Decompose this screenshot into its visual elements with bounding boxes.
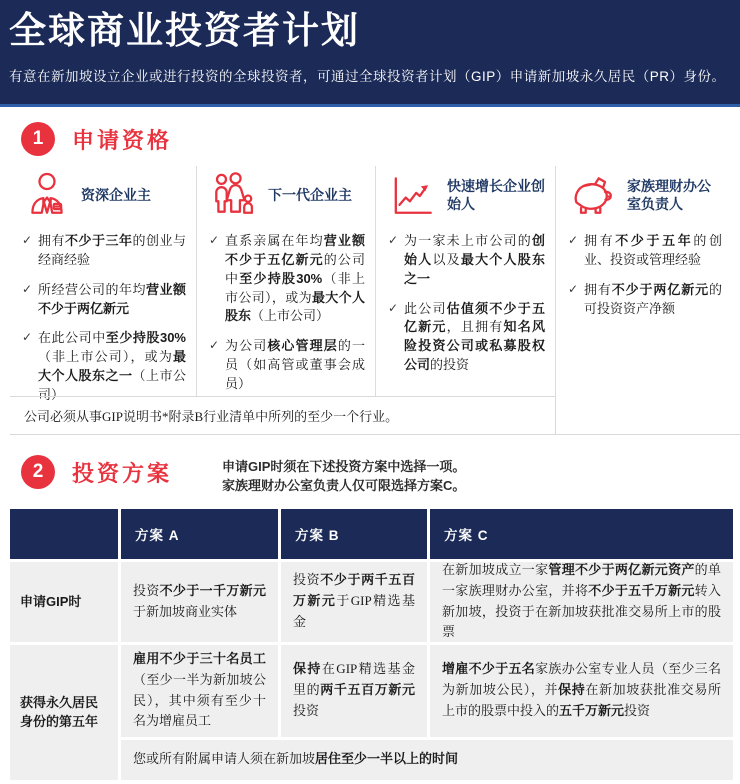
- intro-line-1: 申请GIP时须在下述投资方案中选择一项。: [222, 459, 466, 474]
- checkmark-icon: ✓: [209, 233, 220, 247]
- checkmark-icon: ✓: [22, 233, 33, 247]
- eligibility-column-next-generation: [197, 166, 376, 396]
- table-corner-cell: [10, 509, 118, 559]
- businessman-icon: [22, 170, 72, 220]
- table-cell-r2-plan-b: 保持在GIP精选基金里的两千五百万新元投资: [281, 645, 427, 737]
- bullet-text: 在此公司中至少持股30%（非上市公司），或为最大个人股东之一（上市公司）: [38, 330, 186, 402]
- investment-plans-table: [10, 509, 730, 780]
- table-header-plan-a: 方案 A: [121, 509, 278, 559]
- row-label-fifth-year: 获得永久居民身份的第五年: [10, 645, 118, 780]
- checkmark-icon: ✓: [388, 300, 399, 315]
- eligibility-columns: [10, 166, 740, 402]
- bullet-text: 直系亲属在年均营业额不少于五亿新元的公司中至少持股30%（非上市公司），或为最大个人股东（上市公司）: [225, 233, 365, 324]
- page-subtitle: 有意在新加坡设立企业或进行投资的全球投资者，可通过全球投资者计划（GIP）申请新加坡永久居民（PR）身份。: [9, 69, 726, 85]
- list-item: [209, 232, 365, 326]
- table-cell-r2-plan-a: 雇用不少于三十名员工（至少一半为新加坡公民），其中须有至少十名为增雇员工: [121, 645, 278, 737]
- section-1-title: 申请资格: [72, 127, 173, 153]
- piggy-bank-icon: [568, 170, 618, 220]
- residency-requirement-cell: 您或所有附属申请人须在新加坡居住至少一半以上的时间: [121, 740, 733, 780]
- intro-line-2: 家族理财办公室负责人仅可限选择方案C。: [222, 477, 466, 493]
- list-item: [22, 329, 186, 404]
- section-2-title: 投资方案: [72, 460, 173, 486]
- bullet-text: 拥有不少于五年的创业、投资或管理经验: [584, 233, 722, 267]
- table-cell-r2-plan-c: 增雇不少于五名家族办公室专业人员（至少三名为新加坡公民），并保持在新加坡获批准交易所上市的股票中投入的五千万新元投资: [430, 645, 733, 737]
- column-title: 家族理财办公室负责人: [627, 177, 711, 212]
- bullet-text: 为公司核心管理层的一员（如高管或董事会成员）: [225, 338, 365, 391]
- family-icon: [209, 170, 259, 220]
- section-2-number-badge: 2: [21, 455, 55, 489]
- bullet-text: 为一家未上市公司的创始人以及最大个人股东之一: [404, 233, 545, 286]
- checkmark-icon: ✓: [568, 281, 579, 296]
- section-2-title-group: [21, 455, 172, 489]
- eligibility-column-established-owner: [10, 166, 197, 402]
- column-header: [209, 170, 365, 220]
- list-item: [388, 300, 545, 375]
- checkmark-icon: ✓: [209, 338, 220, 353]
- list-item: [22, 232, 186, 270]
- table-header-plan-c: 方案 C: [430, 509, 733, 559]
- table-header-plan-b: 方案 B: [281, 509, 427, 559]
- table-cell-r1-plan-b: 投资不少于两千五百万新元于GIP精选基金: [281, 562, 427, 642]
- page-title: 全球商业投资者计划: [9, 10, 360, 51]
- section-1-number-badge: 1: [21, 122, 55, 156]
- eligibility-column-family-office: [556, 166, 732, 396]
- investment-options-intro: [222, 455, 465, 496]
- section-1-header: [21, 122, 740, 156]
- column-header: [388, 170, 545, 220]
- bullet-text: 所经营公司的年均营业额不少于两亿新元: [38, 281, 186, 316]
- industry-note: 公司必须从事GIP说明书*附录B行业清单中所列的至少一个行业。: [10, 396, 556, 434]
- checkmark-icon: ✓: [22, 281, 33, 296]
- column-title: 下一代企业主: [268, 186, 352, 203]
- bullet-text: 拥有不少于两亿新元的可投资资产净额: [584, 281, 722, 316]
- eligibility-column-fast-growth-founder: [376, 166, 556, 396]
- growth-chart-icon: [388, 170, 438, 220]
- list-item: [568, 281, 722, 319]
- row-label-at-application: 申请GIP时: [10, 562, 118, 642]
- table-cell-r1-plan-c: 在新加坡成立一家管理不少于两亿新元资产的单一家族理财办公室，并将不少于五千万新元转入新加坡，投资于在新加坡获批准交易所上市的股票: [430, 562, 733, 642]
- list-item: [22, 281, 186, 319]
- page-header: [0, 0, 740, 107]
- list-item: [388, 232, 545, 289]
- list-item: [209, 337, 365, 394]
- bullet-text: 拥有不少于三年的创业与经商经验: [38, 233, 186, 267]
- column-title: 资深企业主: [81, 186, 151, 203]
- table-cell-r1-plan-a: 投资不少于一千万新元于新加坡商业实体: [121, 562, 278, 642]
- checkmark-icon: ✓: [22, 330, 33, 345]
- checkmark-icon: ✓: [388, 233, 399, 247]
- column-header: [568, 170, 722, 220]
- column-title: 快速增长企业创始人: [447, 177, 545, 212]
- list-item: [568, 232, 722, 270]
- checkmark-icon: ✓: [568, 233, 579, 247]
- section-2-header: [21, 455, 740, 496]
- note-spacer: [556, 396, 740, 434]
- industry-note-row: [10, 396, 740, 435]
- bullet-text: 此公司估值须不少于五亿新元，且拥有知名风险投资公司或私募股权公司的投资: [404, 300, 545, 373]
- column-header: [22, 170, 186, 220]
